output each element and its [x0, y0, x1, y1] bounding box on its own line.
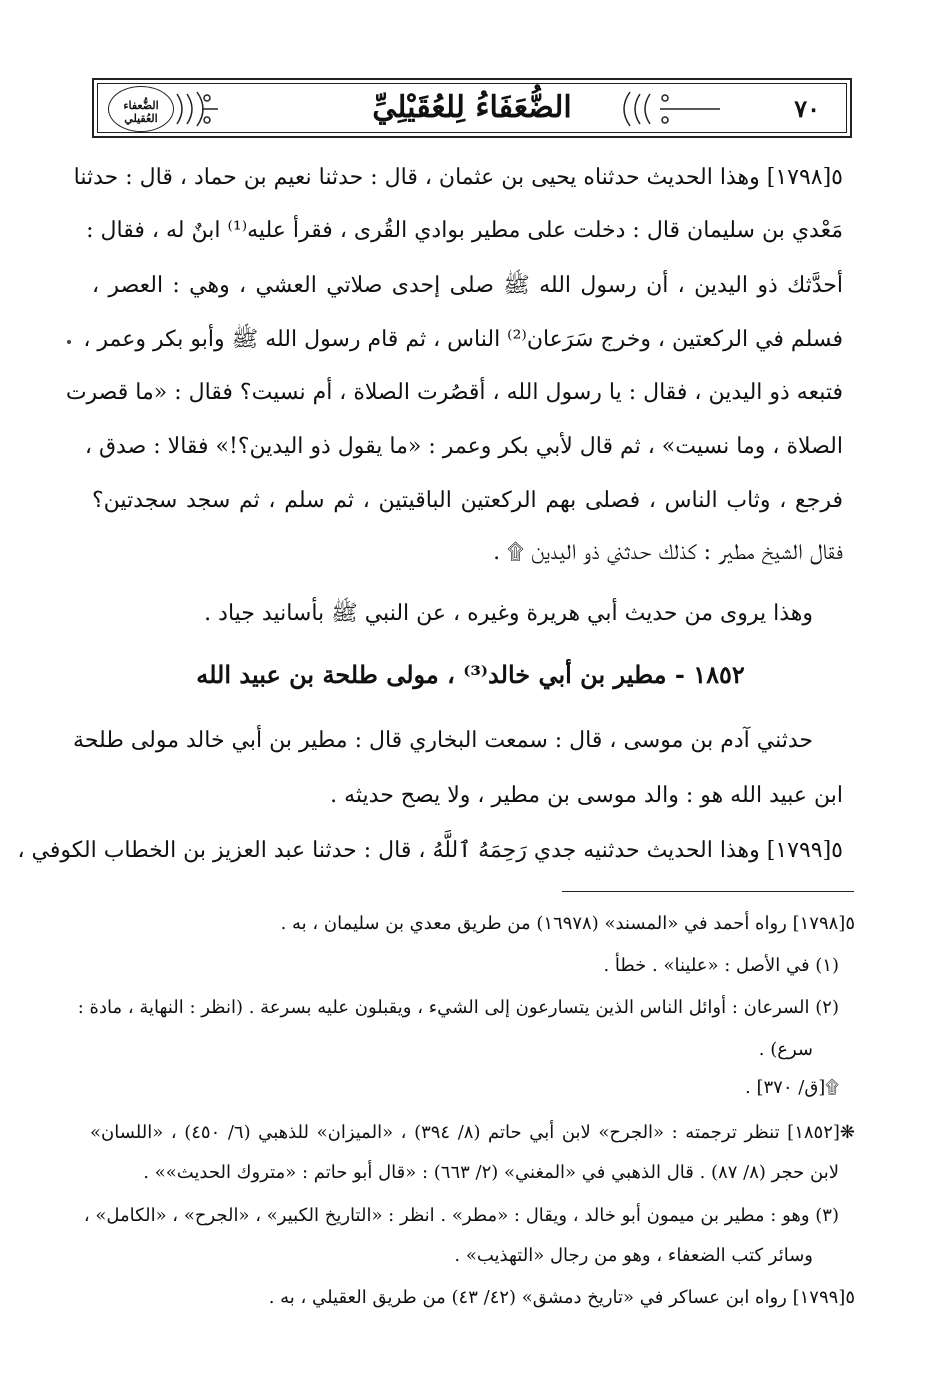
title-seal [108, 86, 174, 132]
footnote: (١) في الأصل : «علينا» . خطأ . [603, 955, 839, 976]
text-line: ٥[١٧٩٨] وهذا الحديث حدثناه يحيى بن عثمان ، قال : حدثنا نعيم بن حماد ، قال : حدثنا [73, 165, 843, 190]
text-line: حدثني آدم بن موسى ، قال : سمعت البخاري قال : مطير بن أبي خالد مولى طلحة [73, 728, 813, 753]
footnote: ٥[١٧٩٨] رواه أحمد في «المسند» (١٦٩٧٨) من طريق معدي بن سليمان ، به . [280, 913, 855, 934]
text-line: أحدَّثك ذو اليدين ، أن رسول الله ﷺ صلى إحدى صلاتي العشي ، وهي : العصر ، [92, 273, 843, 298]
text-line: فقال الشيخ مطير : كذلك حدثني ذو اليدين ۩ . [493, 540, 843, 565]
text-line: ابن عبيد الله هو : والد موسى بن مطير ، ولا يصح حديثه . [330, 783, 843, 808]
page-number: ٧٠ [794, 94, 820, 123]
text-line: فتبعه ذو اليدين ، فقال : يا رسول الله ، أقصُرت الصلاة ، أم نسيت؟ فقال : «ما قصرت [65, 380, 843, 405]
text-line: فسلم في الركعتين ، وخرج سَرَعان⁽²⁾ الناس ، ثم قام رسول الله ﷺ وأبو بكر وعمر ، [83, 327, 843, 352]
running-title: الضُّعَفَاءُ لِلعُقَيْلِيِّ [372, 90, 572, 125]
ornament-right-icon [620, 88, 730, 130]
page-header [92, 78, 852, 138]
footnote: وسائر كتب الضعفاء ، وهو من رجال «التهذيب» . [454, 1245, 813, 1266]
stray-mark [67, 340, 71, 344]
footnote: سرع) . [758, 1039, 813, 1060]
entry-heading: ١٨٥٢ - مطير بن أبي خالد⁽³⁾ ، مولى طلحة بن عبيد الله [196, 660, 745, 689]
footnote: ٥[١٧٩٩] رواه ابن عساكر في «تاريخ دمشق» (٤٢/ ٤٣) من طريق العقيلي ، به . [268, 1287, 855, 1308]
text-line: فرجع ، وثاب الناس ، فصلى بهم الركعتين الباقيتين ، ثم سلم ، ثم سجد سجدتين؟ [92, 488, 843, 513]
footnote-separator [562, 891, 854, 892]
footnote: (٢) السرعان : أوائل الناس الذين يتسارعون إلى الشيء ، ويقبلون عليه بسرعة . (انظر : النهاية ، مادة : [77, 997, 839, 1018]
footnote: لابن حجر (٨/ ٨٧) . قال الذهبي في «المغني» (٢/ ٦٦٣) : «قال أبو حاتم : «متروك الحديث»» . [143, 1162, 839, 1183]
footnote: ❋[١٨٥٢] تنظر ترجمته : «الجرح» لابن أبي حاتم (٨/ ٣٩٤) ، «الميزان» للذهبي (٦/ ٤٥٠) ، «اللسان» [90, 1122, 855, 1143]
text-line: وهذا يروى من حديث أبي هريرة وغيره ، عن النبي ﷺ بأسانيد جياد . [204, 601, 813, 626]
footnote: ۩[ق/ ٣٧٠] . [745, 1077, 839, 1098]
text-line: ٥[١٧٩٩] وهذا الحديث حدثنيه جدي رَحِمَهُ ٱللَّهُ ، قال : حدثنا عبد العزيز بن الخطاب الكوفي ، [17, 838, 843, 863]
seal-text: الضُّعفاء العُقيلي [123, 99, 159, 125]
text-line: الصلاة ، وما نسيت» ، ثم قال لأبي بكر وعمر : «ما يقول ذو اليدين؟!» فقالا : صدق ، [84, 434, 843, 459]
footnote: (٣) وهو : مطير بن ميمون أبو خالد ، ويقال : «مطر» . انظر : «التاريخ الكبير» ، «الجرح» ، «الكامل» ، [83, 1205, 839, 1226]
text-line: مَعْدي بن سليمان قال : دخلت على مطير بوادي القُرى ، فقرأ عليه⁽¹⁾ ابنٌ له ، فقال : [86, 218, 843, 243]
